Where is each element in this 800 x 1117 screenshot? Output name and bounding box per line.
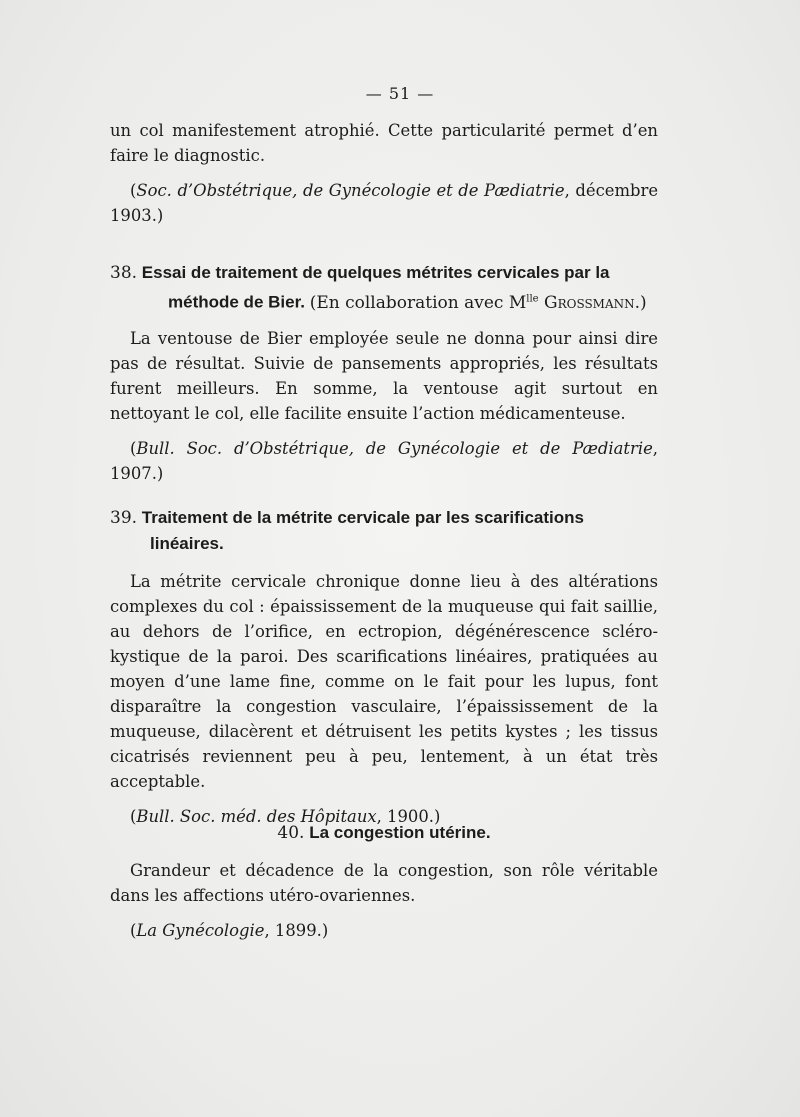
entry-39 <box>110 505 658 829</box>
entry-38-number: 38. <box>110 263 138 283</box>
entry-38 <box>110 260 658 486</box>
entry-40-reference-source: La Gynécologie <box>136 921 265 940</box>
entry-38-title-line2: méthode de Bier. <box>168 292 305 312</box>
entry-38-heading <box>110 260 658 286</box>
page-number: — 51 — <box>365 84 435 103</box>
entry-39-number: 39. <box>110 508 138 528</box>
entry-39-heading-line2 <box>110 531 658 557</box>
entry-38-reference-source: Bull. Soc. d’Obstétrique, de Gynécologie et de Pædiatrie <box>136 438 653 458</box>
entry-38-title-line1: Essai de traitement de quelques métrites cervicales par la <box>141 263 610 282</box>
entry-40-heading <box>110 820 658 846</box>
entry-40 <box>110 820 658 943</box>
entry-39-reference: (Bull. Soc. méd. des Hôpitaux, 1900.) <box>130 807 441 826</box>
intro-paragraph: un col manifestement atrophié. Cette particularité permet d’en faire le diagnostic. <box>110 121 658 165</box>
entry-40-body: Grandeur et décadence de la congestion, son rôle véritable dans les affections utéro-ovariennes. <box>110 861 658 905</box>
entry-38-reference: (Bull. Soc. d’Obstétrique, de Gynécologie et de Pædiatrie, 1907.) <box>110 438 658 483</box>
entry-38-heading-line2 <box>110 286 658 316</box>
entry-39-body: La métrite cervicale chronique donne lieu à des altérations complexes du col : épaississement de la muqueuse qui fait saillie, au dehors de l’orifice, en ectropion, dégénérescence scléro-kystique de la paroi. Des scarifications linéaires, pratiquées au moyen d’une lame fine, comme on le fait pour les lupus, font disparaître la congestion vasculaire, l’épaississement de la muqueuse, dilacèrent et détruisent les petits kystes ; les tissus cicatrisés reviennent peu à peu, lentement, à un état très acceptable. <box>110 572 658 791</box>
entry-39-heading <box>110 505 658 531</box>
entry-40-title: La congestion utérine. <box>309 823 491 842</box>
intro-reference-source: Soc. d’Obstétrique, de Gynécologie et de Pædiatrie <box>136 181 565 200</box>
entry-39-reference-source: Bull. Soc. méd. des Hôpitaux <box>136 807 377 826</box>
entry-38-collaboration: (En collaboration avec $M^{lle}$ Grossmann.) <box>309 292 647 313</box>
entry-38-body: La ventouse de Bier employée seule ne donna pour ainsi dire pas de résultat. Suivie de pansements appropriés, les résultats furent meilleurs. En somme, la ventouse agit surtout en nettoyant le col, elle facilite ensuite l’action médicamenteuse. <box>110 328 658 423</box>
entry-40-number: 40. <box>277 823 305 843</box>
intro-section <box>110 118 658 228</box>
intro-reference: (Soc. d’Obstétrique, de Gynécologie et de Pædiatrie, décembre 1903.) <box>110 181 659 225</box>
entry-40-reference: (La Gynécologie, 1899.) <box>130 921 329 940</box>
entry-39-title-line2: linéaires. <box>150 534 224 553</box>
entry-39-title-line1: Traitement de la métrite cervicale par les scarifications <box>141 508 584 527</box>
